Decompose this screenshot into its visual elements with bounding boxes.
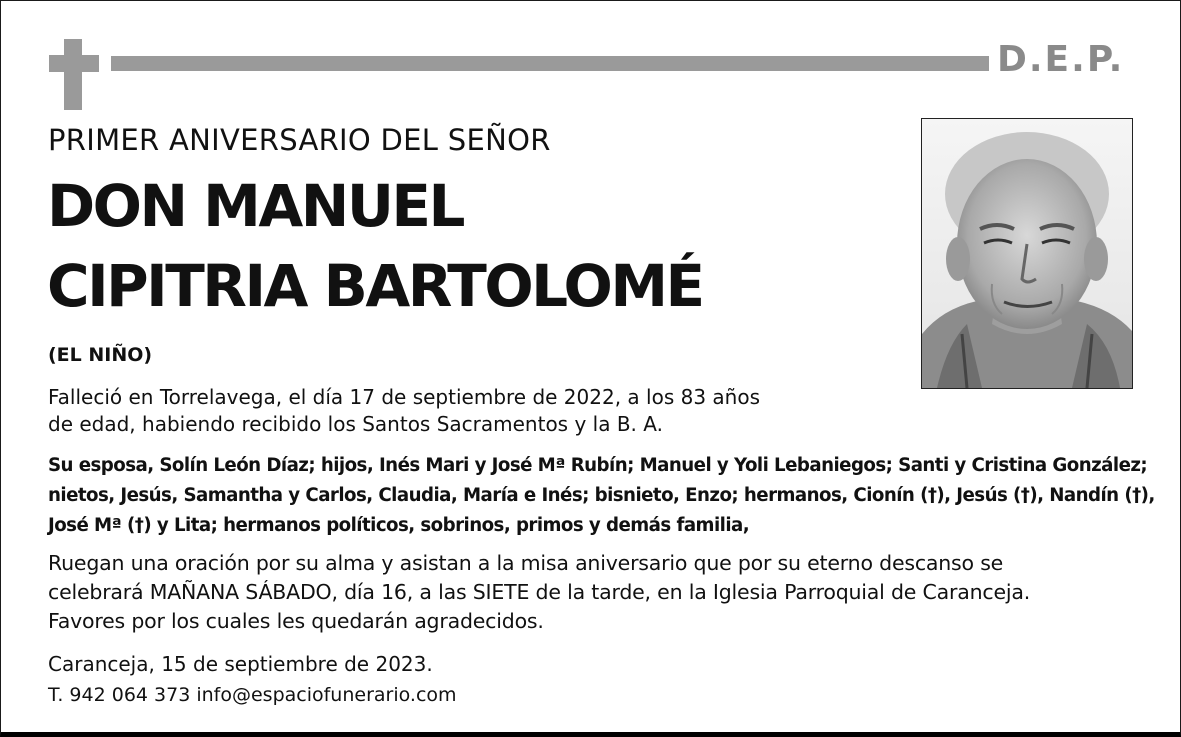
mass-request-line-3: Favores por los cuales les quedarán agradecidos. [48,609,544,633]
portrait-illustration [922,119,1132,388]
place-and-date: Caranceja, 15 de septiembre de 2023. [48,652,433,676]
latin-cross-icon-arm [49,55,99,72]
family-list: Su esposa, Solín León Díaz; hijos, Inés Mari y José Mª Rubín; Manuel y Yoli Lebaniegos; Santi y Cristina González; nietos, Jesús, Samantha y Carlos, Claudia, María e Inés; bisnieto, Enzo; hermanos, Cionín (†), Jesús (†), Nandín (†), José Mª (†) y Lita; hermanos políticos, sobrinos, primos y demás familia, [48,455,1155,536]
mass-request [48,549,1158,636]
portrait-photo [921,118,1133,389]
death-details-line-2: de edad, habiendo recibido los Santos Sacramentos y la B. A. [48,412,663,436]
deceased-name-line-2: CIPITRIA BARTOLOMÉ [47,252,703,320]
death-details-line-1: Falleció en Torrelavega, el día 17 de septiembre de 2022, a los 83 años [48,385,761,409]
notice-subtitle: PRIMER ANIVERSARIO DEL SEÑOR [48,123,551,157]
deceased-name-line-1: DON MANUEL [47,172,464,240]
contact-info: T. 942 064 373 info@espaciofunerario.com [48,684,457,706]
mass-request-line-2: celebrará MAÑANA SÁBADO, día 16, a las SIETE de la tarde, en la Iglesia Parroquial de Caranceja. [48,580,1031,604]
latin-cross-icon [64,39,82,110]
deceased-nickname: (EL NIÑO) [48,344,153,366]
dep-label: D.E.P. [997,39,1125,80]
header-rule [111,56,989,71]
death-details [48,384,828,438]
mass-request-line-1: Ruegan una oración por su alma y asistan a la misa aniversario que por su eterno descanso se [48,551,1004,575]
